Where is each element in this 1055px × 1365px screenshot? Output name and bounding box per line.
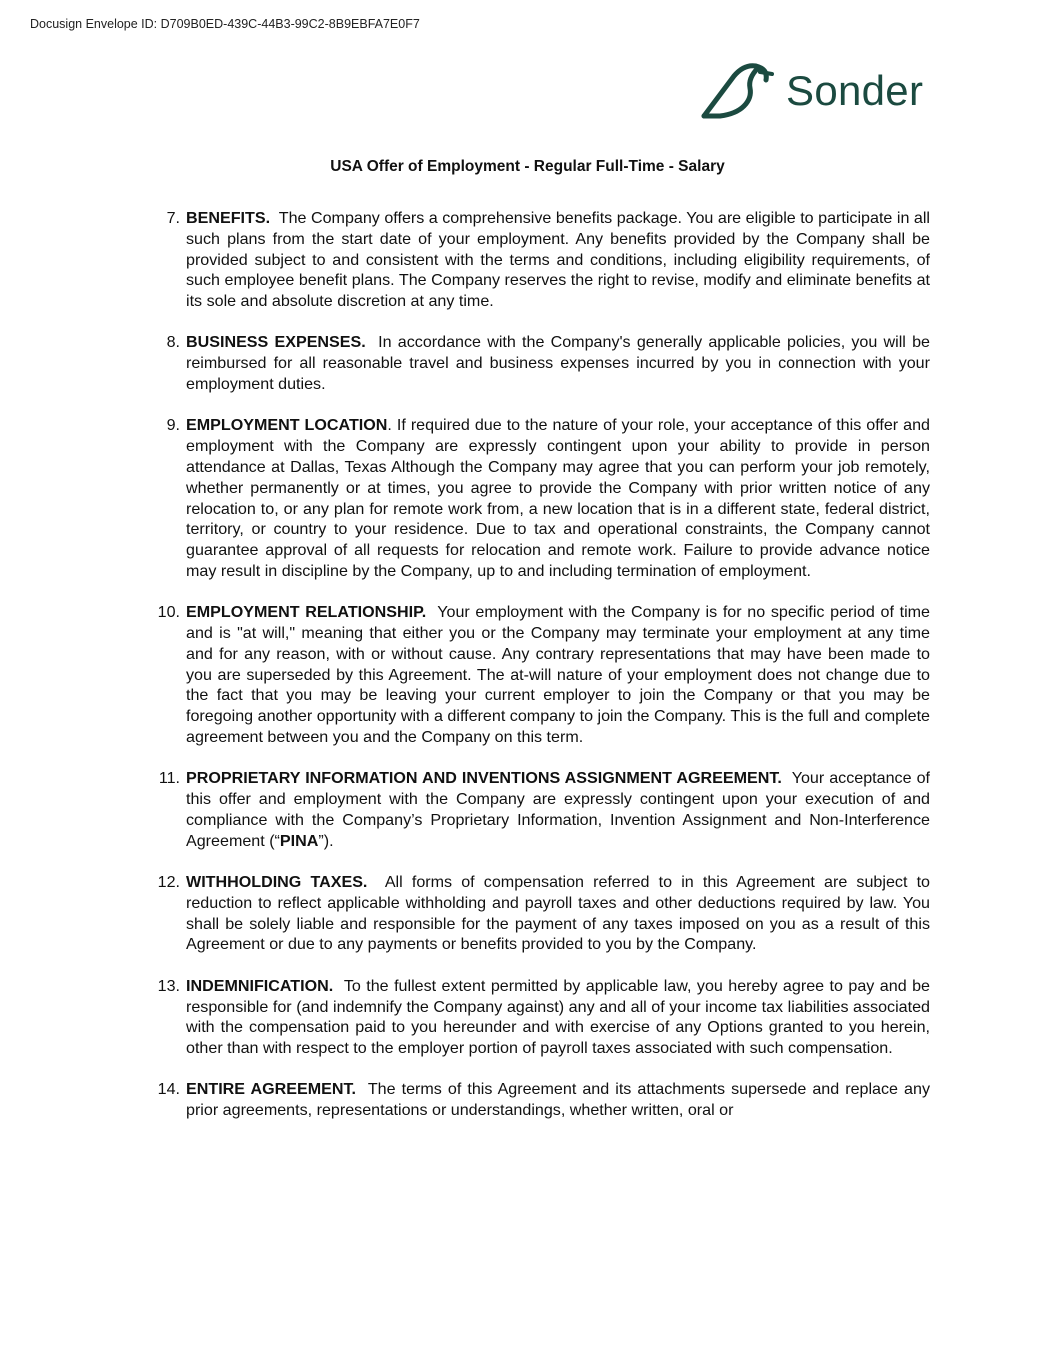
clause-number: 13. xyxy=(157,976,180,995)
clause-heading: INDEMNIFICATION. xyxy=(186,976,334,995)
clause-number: 10. xyxy=(157,603,180,622)
clause-11-pina xyxy=(150,768,930,851)
clause-text: In accordance with the Company's generally applicable policies, you will be reimbursed for all reasonable travel and business expenses incurred by you in connection with your employment duties. xyxy=(186,333,930,394)
defined-term: PINA xyxy=(279,831,319,850)
logo-wordmark: Sonder xyxy=(786,67,924,114)
clause-number: 14. xyxy=(157,1080,180,1099)
company-logo xyxy=(700,62,932,124)
clause-text: Your employment with the Company is for no specific period of time and is "at will," meaning that either you or the Company may terminate your employment at any time and for any reason, with or without cause. Any contrary representations that may have been made to you are superseded by this Agreement. The at-will nature of your employment does not change due to the fact that you may be leaving your current employer to join the Company or that you may be foregoing another opportunity with a different company to join the Company. This is the full and complete agreement between you and the Company on this term. xyxy=(186,603,931,747)
clause-text: All forms of compensation referred to in this Agreement are subject to reduction to reflect applicable withholding and payroll taxes and other deductions required by law. You shall be solely liable and responsible for the payment of any taxes imposed on you as a result of this Agreement or due to any payments or benefits provided to you by the Company. xyxy=(186,873,930,954)
clause-number: 7. xyxy=(166,209,180,227)
clause-heading: EMPLOYMENT RELATIONSHIP. xyxy=(186,603,427,622)
clause-text: The terms of this Agreement and its attachments supersede and replace any prior agreements, representations or understandings, whether written, oral or xyxy=(186,1080,931,1120)
clause-7-benefits xyxy=(150,208,930,312)
clause-text-after: ”). xyxy=(318,831,334,850)
envelope-id: Docusign Envelope ID: D709B0ED-439C-44B3-99C2-8B9EBFA7E0F7 xyxy=(30,17,420,31)
sonder-bird-logo-icon xyxy=(700,62,780,122)
clause-8-business-expenses xyxy=(150,332,930,394)
clause-heading: BUSINESS EXPENSES. xyxy=(186,333,366,352)
clause-number: 11. xyxy=(158,769,180,788)
clause-text: . If required due to the nature of your role, your acceptance of this offer and employment with the Company are expressly contingent upon your ability to provide in person attendance at Dallas, Texas Although the Company may agree that you can perform your job remotely, whether permanently or at times, you agree to provide the Company with prior written notice of any relocation to, or any plan for remote work from, a new location that is in a different state, federal district, territory, or country to your residence. Due to tax and operational constraints, the Company cannot guarantee approval of all requests for relocation and remote work. Failure to provide advance notice may result in discipline by the Company, up to and including termination of employment. xyxy=(186,416,931,580)
clause-9-employment-location xyxy=(150,415,930,581)
clause-heading: WITHHOLDING TAXES. xyxy=(186,873,368,892)
clause-text: The Company offers a comprehensive benefits package. You are eligible to participate in all such plans from the start date of your employment. Any benefits provided by the Company shall be provided subject to and consistent with the terms and conditions, including eligibility requirements, of such employee benefit plans. The Company reserves the right to revise, modify and eliminate benefits at its sole and absolute discretion at any time. xyxy=(186,209,930,311)
clause-10-employment-relationship xyxy=(150,602,930,748)
clause-heading: BENEFITS. xyxy=(186,209,271,227)
clause-list xyxy=(150,208,930,1141)
clause-number: 12. xyxy=(157,873,180,892)
clause-number: 9. xyxy=(166,416,180,435)
clause-heading: ENTIRE AGREEMENT. xyxy=(186,1080,356,1099)
clause-heading: PROPRIETARY INFORMATION AND INVENTIONS ASSIGNMENT AGREEMENT. xyxy=(186,769,782,788)
document-title: USA Offer of Employment - Regular Full-Time - Salary xyxy=(330,158,725,175)
clause-14-entire-agreement xyxy=(150,1079,930,1121)
clause-12-withholding-taxes xyxy=(150,872,930,955)
clause-heading: EMPLOYMENT LOCATION xyxy=(186,416,388,435)
clause-number: 8. xyxy=(166,333,180,352)
clause-text: To the fullest extent permitted by applicable law, you hereby agree to pay and be responsible for (and indemnify the Company against) any and all of your income tax liabilities associated with the compensation paid to you hereunder and with exercise of any Options granted to you herein, other than with respect to the employer portion of payroll taxes associated with such compensation. xyxy=(186,976,930,1058)
clause-13-indemnification xyxy=(150,976,930,1059)
clause-text: Your acceptance of this offer and employment with the Company are expressly contingent upon your execution of and compliance with the Company’s Proprietary Information, Invention Assignment and Non-Interference Agreement (“ xyxy=(186,769,931,850)
